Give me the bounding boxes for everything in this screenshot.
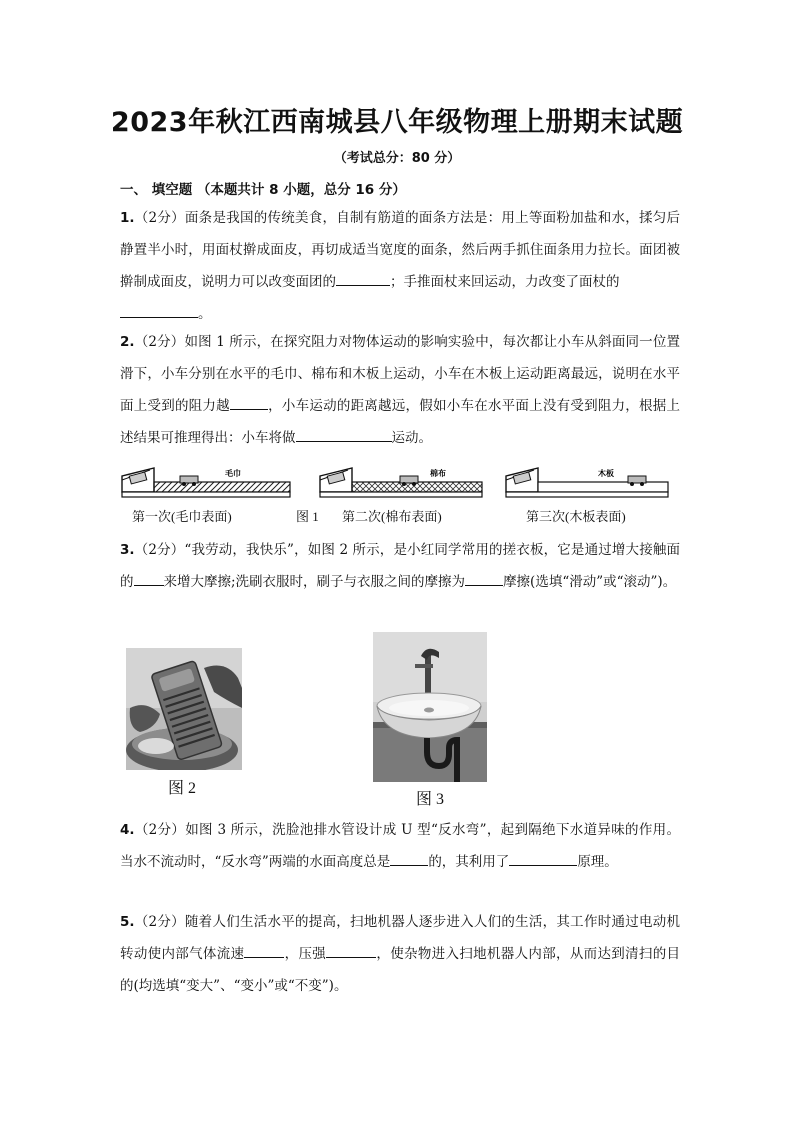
question-text: 面条是我国的传统美食，自制有筋道的面条方法是：用上等面粉加盐和水，揉匀后静置半小时，用面杖擀成面皮，再切成适当宽度的面条，然后两手抓住面条用力拉长。面团被擀制成面皮，说明力可以改变面团的 bbox=[120, 210, 680, 290]
setup-towel bbox=[122, 468, 290, 497]
question-text: 来增大摩擦;洗刷衣服时，刷子与衣服之间的摩擦为 bbox=[163, 574, 466, 590]
question-text: 的，其利用了 bbox=[428, 854, 510, 870]
figure-number: 图 2 bbox=[168, 780, 197, 797]
section-heading: 一、 填空题 （本题共计 8 小题，总分 16 分） bbox=[120, 182, 406, 198]
figure-1 bbox=[120, 462, 680, 528]
surface-label: 木板 bbox=[598, 469, 614, 478]
question-text: 运动。 bbox=[391, 430, 432, 446]
question-score: （2分） bbox=[134, 542, 185, 558]
answer-blank[interactable] bbox=[336, 271, 390, 286]
question-2 bbox=[120, 326, 680, 454]
sink-photo bbox=[373, 632, 487, 782]
answer-blank[interactable] bbox=[230, 395, 268, 410]
question-3 bbox=[120, 534, 680, 598]
question-text: ，压强 bbox=[284, 946, 327, 962]
question-number: 2. bbox=[120, 334, 135, 350]
question-text: “我劳动，我快乐”，如图 2 所示，是小红同学常用的搓衣板，它是通过增大接触面的 bbox=[120, 542, 680, 590]
surface-label: 棉布 bbox=[430, 469, 446, 478]
surface-label: 毛巾 bbox=[225, 469, 241, 478]
figure-number: 图 3 bbox=[416, 791, 445, 808]
page-title: 2023年秋江西南城县八年级物理上册期末试题 bbox=[110, 107, 684, 138]
question-number: 3. bbox=[120, 542, 135, 558]
answer-blank[interactable] bbox=[390, 851, 428, 866]
question-text: 如图 1 所示，在探究阻力对物体运动的影响实验中，每次都让小车从斜面同一位置滑下，小车分别在水平的毛巾、棉布和木板上运动，小车在木板上运动距离最远，说明在水平面上受到的阻力越 bbox=[120, 334, 681, 414]
question-4 bbox=[120, 814, 680, 878]
question-score: （2分） bbox=[134, 210, 185, 226]
figure-number: 图 1 bbox=[296, 509, 319, 524]
question-text: 如图 3 所示，洗脸池排水管设计成 U 型“反水弯”，起到隔绝下水道异味的作用。当水不流动时，“反水弯”两端的水面高度总是 bbox=[120, 822, 681, 870]
figure-caption: 第二次(棉布表面) bbox=[342, 509, 442, 524]
question-number: 1. bbox=[120, 210, 135, 226]
answer-blank[interactable] bbox=[326, 943, 376, 958]
setup-cotton bbox=[320, 468, 482, 497]
setup-wood bbox=[506, 468, 668, 497]
question-score: （2分） bbox=[134, 822, 186, 838]
question-text: ，使杂物进入扫地机器人内部，从而达到清扫的目的(均选填“变大”、“变小”或“不变”)。 bbox=[120, 946, 681, 994]
question-number: 5. bbox=[120, 914, 135, 930]
question-text: 。 bbox=[198, 306, 212, 322]
answer-blank[interactable] bbox=[120, 303, 198, 318]
total-score: （考试总分：80 分） bbox=[333, 151, 461, 166]
question-text: 原理。 bbox=[577, 854, 618, 870]
question-number: 4. bbox=[120, 822, 135, 838]
question-score: （2分） bbox=[134, 334, 185, 350]
question-text: ，小车运动的距离越远，假如小车在水平面上没有受到阻力，根据上述结果可推理得出：小车将做 bbox=[120, 398, 681, 446]
figure-caption: 第三次(木板表面) bbox=[526, 509, 626, 524]
question-1 bbox=[120, 202, 680, 330]
answer-blank[interactable] bbox=[296, 427, 392, 442]
answer-blank[interactable] bbox=[465, 571, 503, 586]
answer-blank[interactable] bbox=[509, 851, 577, 866]
figure-1-drawing bbox=[120, 462, 680, 506]
washboard-photo bbox=[126, 648, 242, 770]
question-text: ；手推面杖来回运动，力改变了面杖的 bbox=[390, 274, 620, 290]
question-text: 摩擦(选填“滑动”或“滚动”)。 bbox=[503, 574, 677, 590]
question-score: （2分） bbox=[134, 914, 185, 930]
answer-blank[interactable] bbox=[134, 571, 164, 586]
answer-blank[interactable] bbox=[244, 943, 284, 958]
question-5 bbox=[120, 906, 680, 1002]
figure-caption: 第一次(毛巾表面) bbox=[132, 509, 232, 524]
question-text: 随着人们生活水平的提高，扫地机器人逐步进入人们的生活，其工作时通过电动机转动使内部气体流速 bbox=[120, 914, 680, 962]
